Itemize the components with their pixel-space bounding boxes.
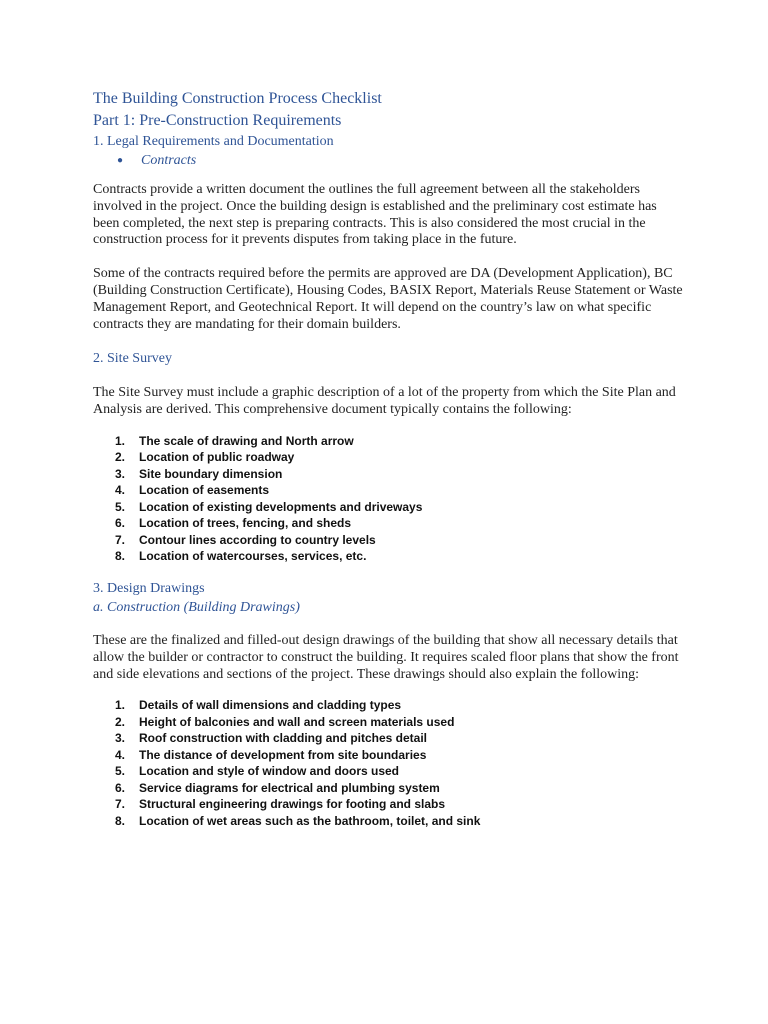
list-item-text: The scale of drawing and North arrow	[139, 433, 354, 448]
list-item-number: 2.	[115, 714, 126, 729]
list-item-number: 3.	[115, 466, 126, 481]
list-item-text: The distance of development from site boundaries	[139, 747, 427, 762]
list-item-text: Location of wet areas such as the bathroom, toilet, and sink	[139, 813, 481, 828]
list-item	[93, 730, 683, 747]
list-item-number: 1.	[115, 698, 126, 713]
section-1-paragraph-2: Some of the contracts required before the permits are approved are DA (Development Application), BC (Building Construction Certificate), Housing Codes, BASIX Report, Materials Reuse Statement or Waste Management Report, and Geotechnical Report. It will depend on the country’s law on what specific contracts they are mandating for their domain builders.	[93, 266, 683, 332]
list-item-number: 8.	[115, 813, 126, 828]
list-item	[93, 482, 683, 499]
list-item	[93, 515, 683, 532]
list-item-number: 6.	[115, 516, 126, 531]
list-item-number: 2.	[115, 450, 126, 465]
list-item-number: 4.	[115, 483, 126, 498]
document-page	[93, 88, 683, 829]
list-item	[93, 813, 683, 830]
list-item	[93, 548, 683, 565]
list-item	[93, 499, 683, 516]
list-item-text: Details of wall dimensions and cladding types	[139, 698, 402, 713]
list-item	[93, 697, 683, 714]
bullet-item	[117, 152, 683, 170]
list-item-text: Location of trees, fencing, and sheds	[139, 516, 352, 531]
list-item	[93, 796, 683, 813]
section-2-heading: 2. Site Survey	[93, 351, 172, 367]
list-item-text: Location of public roadway	[139, 450, 295, 465]
section-2-paragraph: The Site Survey must include a graphic description of a lot of the property from which the Site Plan and Analysis are derived. This comprehensive document typically contains the following:	[93, 385, 676, 418]
site-survey-list	[93, 433, 683, 565]
list-item-number: 5.	[115, 764, 126, 779]
part-heading: Part 1: Pre-Construction Requirements	[93, 112, 342, 129]
list-item-number: 7.	[115, 797, 126, 812]
list-item	[93, 433, 683, 450]
list-item	[93, 449, 683, 466]
list-item-text: Structural engineering drawings for footing and slabs	[139, 797, 446, 812]
document-title: The Building Construction Process Checklist	[93, 90, 382, 107]
list-item-number: 1.	[115, 433, 126, 448]
list-item	[93, 780, 683, 797]
design-drawings-list	[93, 697, 683, 829]
list-item-text: Site boundary dimension	[139, 466, 283, 481]
bullet-dot-icon: ●	[117, 155, 124, 166]
list-item	[93, 763, 683, 780]
list-item-text: Location of existing developments and driveways	[139, 499, 423, 514]
list-item-number: 5.	[115, 499, 126, 514]
section-3-paragraph: These are the finalized and filled-out design drawings of the building that show all necessary details that allow the builder or contractor to construct the building. It requires scaled floor plans that show the front and side elevations and sections of the project. These drawings should also explain the following:	[93, 632, 679, 682]
list-item-text: Height of balconies and wall and screen materials used	[139, 714, 455, 729]
list-item-text: Roof construction with cladding and pitches detail	[139, 731, 428, 746]
list-item-text: Service diagrams for electrical and plumbing system	[139, 780, 440, 795]
section-1-bullets	[93, 152, 683, 170]
list-item	[93, 532, 683, 549]
bullet-text: Contracts	[141, 153, 197, 168]
section-3-heading: 3. Design Drawings	[93, 580, 205, 596]
list-item	[93, 747, 683, 764]
list-item-number: 8.	[115, 549, 126, 564]
section-3-subheading: a. Construction (Building Drawings)	[93, 599, 300, 615]
list-item-number: 3.	[115, 731, 126, 746]
section-1-paragraph-1: Contracts provide a written document the outlines the full agreement between all the stakeholders involved in the project. Once the building design is established and the preliminary cost estimate has been completed, the next step is preparing contracts. This is also considered the most crucial in the construction process for it prevents disputes from taking place in the future.	[93, 182, 657, 248]
list-item-text: Location and style of window and doors used	[139, 764, 400, 779]
list-item	[93, 466, 683, 483]
section-1-heading: 1. Legal Requirements and Documentation	[93, 134, 334, 149]
list-item-number: 6.	[115, 780, 126, 795]
list-item-number: 7.	[115, 532, 126, 547]
list-item	[93, 714, 683, 731]
list-item-text: Location of easements	[139, 483, 270, 498]
list-item-text: Contour lines according to country levels	[139, 532, 376, 547]
list-item-number: 4.	[115, 747, 126, 762]
list-item-text: Location of watercourses, services, etc.	[139, 549, 367, 564]
